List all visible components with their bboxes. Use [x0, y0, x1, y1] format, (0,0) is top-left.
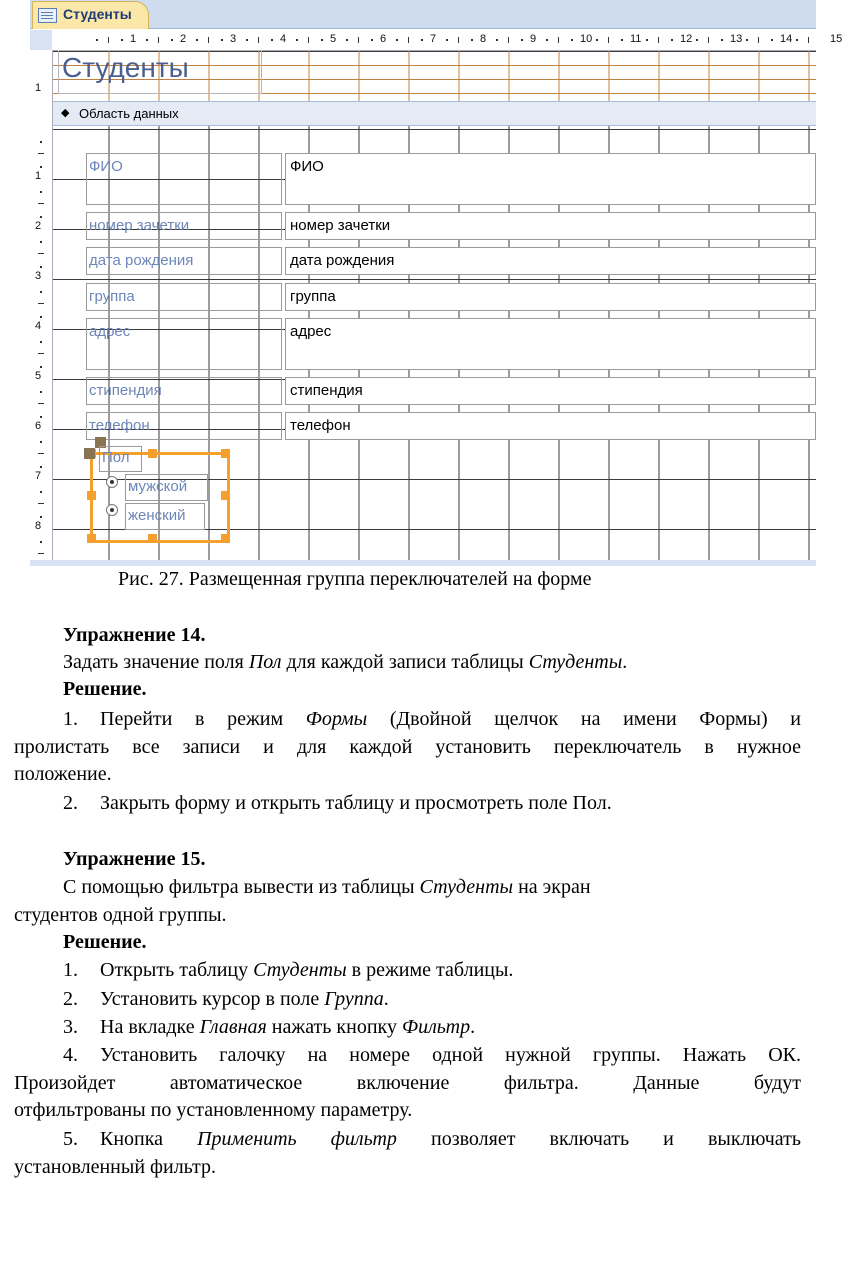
- ruler-dot: [40, 316, 42, 318]
- exercise-15-step-2: Установить курсор в поле Группа.: [100, 988, 389, 1010]
- ruler-tick: [508, 37, 509, 43]
- ruler-number: 7: [430, 33, 437, 45]
- ruler-number: 2: [180, 33, 187, 45]
- access-form-design-screenshot: [30, 0, 842, 566]
- label-address[interactable]: адрес: [86, 318, 282, 370]
- resize-handle[interactable]: [221, 449, 230, 458]
- ruler-tick: [308, 37, 309, 43]
- ruler-number: 9: [530, 33, 537, 45]
- ruler-dot: [396, 39, 398, 41]
- ruler-number: 3: [230, 33, 237, 45]
- section-label: Область данных: [79, 106, 179, 121]
- ruler-dot: [521, 39, 523, 41]
- ruler-dot: [146, 39, 148, 41]
- ruler-number: 6: [380, 33, 387, 45]
- ruler-dot: [621, 39, 623, 41]
- resize-handle[interactable]: [148, 534, 157, 543]
- ruler-tick: [208, 37, 209, 43]
- ruler-dot: [496, 39, 498, 41]
- ruler-dot: [40, 266, 42, 268]
- form-tab[interactable]: [32, 1, 149, 29]
- ruler-corner: [30, 30, 52, 50]
- vertical-ruler: [30, 50, 53, 560]
- ruler-dot: [40, 416, 42, 418]
- ruler-number: 15: [830, 33, 842, 45]
- option-male-label[interactable]: мужской: [125, 474, 208, 501]
- detail-section-header[interactable]: [53, 101, 816, 126]
- document-tab-bar: [30, 0, 816, 29]
- ruler-tick: [158, 37, 159, 43]
- exercise-15-step-4: Установить галочку на номере одной нужной группы. Нажать ОК.: [100, 1044, 801, 1066]
- ruler-dot: [446, 39, 448, 41]
- ruler-tick: [608, 37, 609, 43]
- ruler-dot: [721, 39, 723, 41]
- label-group[interactable]: группа: [86, 283, 282, 311]
- ruler-tick: [38, 553, 44, 554]
- ruler-dot: [321, 39, 323, 41]
- step-number: 1.: [63, 708, 78, 730]
- ruler-dot: [40, 166, 42, 168]
- option-female-label[interactable]: женский: [125, 503, 205, 530]
- ruler-number: 3: [35, 270, 42, 282]
- ruler-dot: [40, 466, 42, 468]
- section-collapse-icon: ◆: [61, 107, 70, 119]
- ruler-dot: [771, 39, 773, 41]
- exercise-15-task: С помощью фильтра вывести из таблицы Студенты на экран: [63, 876, 591, 898]
- option-group-label[interactable]: Пол: [99, 446, 142, 472]
- exercise-15-step-4-cont: Произойдет автоматическое включение фильтра. Данные будут: [14, 1072, 801, 1094]
- ruler-number: 8: [480, 33, 487, 45]
- resize-handle[interactable]: [87, 534, 96, 543]
- ruler-number: 1: [35, 170, 42, 182]
- ruler-number: 1: [35, 82, 42, 94]
- ruler-dot: [121, 39, 123, 41]
- ruler-dot: [40, 491, 42, 493]
- ruler-dot: [40, 516, 42, 518]
- exercise-15-task-cont: студентов одной группы.: [14, 904, 227, 926]
- ruler-number: 4: [280, 33, 287, 45]
- ruler-tick: [38, 203, 44, 204]
- control-phone[interactable]: телефон: [285, 412, 816, 440]
- ruler-dot: [196, 39, 198, 41]
- ruler-dot: [346, 39, 348, 41]
- resize-handle[interactable]: [221, 491, 230, 500]
- ruler-number: 5: [35, 370, 42, 382]
- exercise-14-task: Задать значение поля Пол для каждой записи таблицы Студенты.: [63, 651, 628, 673]
- exercise-14-step-1: Перейти в режим Формы (Двойной щелчок на имени Формы) и: [100, 708, 801, 730]
- ruler-number: 13: [730, 33, 743, 45]
- exercise-14-heading: Упражнение 14.: [63, 624, 206, 646]
- ruler-tick: [758, 37, 759, 43]
- ruler-dot: [671, 39, 673, 41]
- ruler-dot: [571, 39, 573, 41]
- ruler-dot: [40, 216, 42, 218]
- ruler-dot: [796, 39, 798, 41]
- ruler-dot: [696, 39, 698, 41]
- ruler-dot: [246, 39, 248, 41]
- ruler-dot: [40, 191, 42, 193]
- ruler-tick: [458, 37, 459, 43]
- ruler-tick: [108, 37, 109, 43]
- step-number: 2.: [63, 988, 78, 1010]
- move-handle[interactable]: [84, 448, 95, 459]
- ruler-dot: [40, 441, 42, 443]
- label-phone[interactable]: телефон: [86, 412, 282, 440]
- label-fio[interactable]: ФИО: [86, 153, 282, 205]
- form-icon: [38, 8, 57, 23]
- control-birth-date[interactable]: дата рождения: [285, 247, 816, 275]
- control-address[interactable]: адрес: [285, 318, 816, 370]
- ruler-dot: [171, 39, 173, 41]
- control-fio[interactable]: ФИО: [285, 153, 816, 205]
- ruler-dot: [221, 39, 223, 41]
- exercise-14-step-1-cont: пролистать все записи и для каждой установить переключатель в нужное: [14, 736, 801, 758]
- exercise-15-step-3: На вкладке Главная нажать кнопку Фильтр.: [100, 1016, 476, 1038]
- ruler-dot: [40, 541, 42, 543]
- label-birth-date[interactable]: дата рождения: [86, 247, 282, 275]
- ruler-dot: [371, 39, 373, 41]
- form-title: Студенты: [62, 52, 189, 83]
- ruler-dot: [40, 291, 42, 293]
- radio-male[interactable]: [106, 476, 118, 488]
- step-number: 5.: [63, 1128, 78, 1150]
- ruler-number: 11: [630, 33, 642, 45]
- ruler-tick: [358, 37, 359, 43]
- exercise-14-solution-heading: Решение.: [63, 678, 147, 700]
- ruler-dot: [596, 39, 598, 41]
- ruler-dot: [271, 39, 273, 41]
- exercise-15-solution-heading: Решение.: [63, 931, 147, 953]
- exercise-15-step-5: Кнопка Применить фильтр позволяет включать и выключать: [100, 1128, 801, 1150]
- ruler-number: 1: [130, 33, 137, 45]
- label-stipend[interactable]: стипендия: [86, 377, 282, 405]
- exercise-15-step-1: Открыть таблицу Студенты в режиме таблицы.: [100, 959, 514, 981]
- exercise-14-step-2: Закрыть форму и открыть таблицу и просмотреть поле Пол.: [100, 792, 612, 814]
- ruler-dot: [546, 39, 548, 41]
- ruler-number: 5: [330, 33, 337, 45]
- ruler-number: 14: [780, 33, 793, 45]
- ruler-number: 6: [35, 420, 42, 432]
- step-number: 1.: [63, 959, 78, 981]
- ruler-tick: [708, 37, 709, 43]
- ruler-tick: [408, 37, 409, 43]
- ruler-number: 8: [35, 520, 42, 532]
- ruler-dot: [646, 39, 648, 41]
- ruler-dot: [40, 341, 42, 343]
- ruler-dot: [746, 39, 748, 41]
- ruler-dot: [40, 391, 42, 393]
- ruler-tick: [38, 253, 44, 254]
- ruler-number: 7: [35, 470, 42, 482]
- exercise-15-step-4-end: отфильтрованы по установленному параметру.: [14, 1099, 413, 1121]
- radio-female[interactable]: [106, 504, 118, 516]
- resize-handle[interactable]: [148, 449, 157, 458]
- form-tab-label: Студенты: [63, 6, 132, 22]
- step-number: 3.: [63, 1016, 78, 1038]
- ruler-tick: [38, 453, 44, 454]
- resize-handle[interactable]: [87, 491, 96, 500]
- ruler-number: 12: [680, 33, 693, 45]
- step-number: 4.: [63, 1044, 78, 1066]
- ruler-number: 4: [35, 320, 42, 332]
- ruler-dot: [421, 39, 423, 41]
- ruler-dot: [40, 366, 42, 368]
- ruler-tick: [808, 37, 809, 43]
- ruler-dot: [96, 39, 98, 41]
- control-record-book[interactable]: номер зачетки: [285, 212, 816, 240]
- figure-caption: Рис. 27. Размещенная группа переключателей на форме: [118, 568, 592, 590]
- ruler-tick: [38, 153, 44, 154]
- ruler-tick: [558, 37, 559, 43]
- exercise-15-heading: Упражнение 15.: [63, 848, 206, 870]
- resize-handle[interactable]: [221, 534, 230, 543]
- ruler-tick: [38, 353, 44, 354]
- label-record-book[interactable]: номер зачетки: [86, 212, 282, 240]
- control-group[interactable]: группа: [285, 283, 816, 311]
- exercise-14-step-1-end: положение.: [14, 763, 112, 785]
- exercise-15-step-5-cont: установленный фильтр.: [14, 1156, 217, 1178]
- horizontal-ruler: [52, 30, 842, 51]
- ruler-dot: [40, 241, 42, 243]
- step-number: 2.: [63, 792, 78, 814]
- ruler-tick: [38, 503, 44, 504]
- ruler-tick: [258, 37, 259, 43]
- ruler-number: 10: [580, 33, 593, 45]
- ruler-tick: [658, 37, 659, 43]
- control-stipend[interactable]: стипендия: [285, 377, 816, 405]
- ruler-dot: [471, 39, 473, 41]
- ruler-tick: [38, 403, 44, 404]
- ruler-dot: [40, 141, 42, 143]
- ruler-tick: [38, 303, 44, 304]
- ruler-dot: [296, 39, 298, 41]
- ruler-number: 2: [35, 220, 42, 232]
